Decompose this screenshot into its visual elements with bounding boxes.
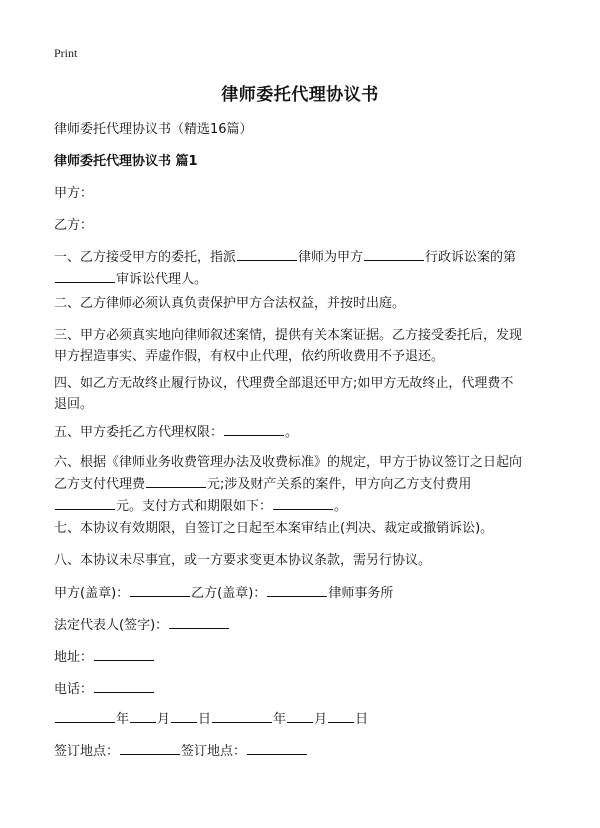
date-1-month-blank (130, 708, 156, 723)
section-title: 律师委托代理协议书 篇1 (54, 154, 198, 169)
clause-7: 七、本协议有效期限，自签订之日起至本案审结止(判决、裁定或撤销诉讼)。 (54, 521, 494, 536)
legal-rep-line (54, 614, 550, 636)
date-2-day-label: 日 (355, 712, 369, 727)
address-line (54, 646, 550, 668)
clause-1-text-2: 律师为甲方 (298, 250, 364, 265)
clause-5 (54, 421, 550, 443)
property-fee-blank (55, 495, 115, 510)
clause-1-text-1: 一、乙方接受甲方的委托，指派 (54, 250, 237, 265)
payment-terms-blank (273, 495, 333, 510)
agency-fee-blank (146, 473, 206, 488)
clause-6-line-1: 六、根据《律师业务收费管理办法及收费标准》的规定，甲方于协议签订之日起向 (54, 455, 523, 470)
clause-6 (54, 452, 550, 517)
clause-5-text-2: 。 (285, 425, 299, 440)
party-a-seal-label: 甲方(盖章)： (54, 586, 130, 601)
date-line (54, 708, 550, 730)
date-1-year-label: 年 (116, 712, 130, 727)
sign-place-blank-2 (247, 740, 307, 755)
clause-1-text-4: 审诉讼代理人。 (116, 272, 208, 287)
lawyer-name-blank (237, 246, 297, 261)
clause-3-line-2: 甲方捏造事实、弄虚作假，有权中止代理，依约所收费用不予退还。 (54, 349, 445, 364)
date-2-year-blank (212, 708, 272, 723)
address-blank (94, 646, 154, 661)
clause-6-text-2: 乙方支付代理费 (54, 477, 146, 492)
document-subtitle: 律师委托代理协议书（精选16篇） (54, 122, 253, 137)
phone-blank (94, 678, 154, 693)
date-1-day-blank (171, 708, 197, 723)
phone-label: 电话： (54, 682, 94, 697)
clause-6-text-4: 元。支付方式和期限如下： (116, 499, 273, 514)
law-firm-label: 律师事务所 (328, 586, 394, 601)
phone-line (54, 678, 550, 700)
authority-blank (224, 421, 284, 436)
date-1-year-blank (55, 708, 115, 723)
clause-6-text-3: 元;涉及财产关系的案件，甲方向乙方支付费用 (207, 477, 472, 492)
address-label: 地址： (54, 650, 94, 665)
party-b-seal-label: 乙方(盖章)： (191, 586, 267, 601)
seal-line (54, 582, 550, 604)
clause-6-text-5: 。 (334, 499, 348, 514)
date-2-month-label: 月 (314, 712, 328, 727)
date-1-day-label: 日 (198, 712, 212, 727)
sign-place-label-1: 签订地点： (54, 744, 120, 759)
clause-4-line-2: 退回。 (54, 397, 94, 412)
date-2-day-blank (328, 708, 354, 723)
date-1-month-label: 月 (157, 712, 171, 727)
legal-rep-label: 法定代表人(签字)： (54, 618, 169, 633)
print-link[interactable]: Print (54, 46, 78, 60)
instance-blank (55, 268, 115, 283)
clause-1-text-3: 行政诉讼案的第 (425, 250, 517, 265)
sign-place-label-2: 签订地点： (181, 744, 247, 759)
clause-1 (54, 246, 550, 290)
case-name-blank (364, 246, 424, 261)
party-a-label: 甲方： (54, 186, 94, 201)
clause-4-line-1: 四、如乙方无故终止履行协议，代理费全部退还甲方;如甲方无故终止，代理费不 (54, 376, 514, 391)
party-b-seal-blank (267, 582, 327, 597)
clause-4 (54, 373, 550, 415)
clause-3-line-1: 三、甲方必须真实地向律师叙述案情，提供有关本案证据。乙方接受委托后，发现 (54, 328, 523, 343)
sign-place-line (54, 740, 550, 762)
legal-rep-blank (169, 614, 229, 629)
sign-place-blank-1 (120, 740, 180, 755)
party-a-seal-blank (130, 582, 190, 597)
document-title: 律师委托代理协议书 (221, 85, 379, 105)
date-2-year-label: 年 (273, 712, 287, 727)
clause-3 (54, 325, 550, 367)
date-2-month-blank (287, 708, 313, 723)
party-b-label: 乙方： (54, 218, 94, 233)
clause-2: 二、乙方律师必须认真负责保护甲方合法权益，并按时出庭。 (54, 296, 406, 311)
clause-5-text-1: 五、甲方委托乙方代理权限： (54, 425, 224, 440)
clause-8: 八、本协议未尽事宜，或一方要求变更本协议条款，需另行协议。 (54, 553, 432, 568)
